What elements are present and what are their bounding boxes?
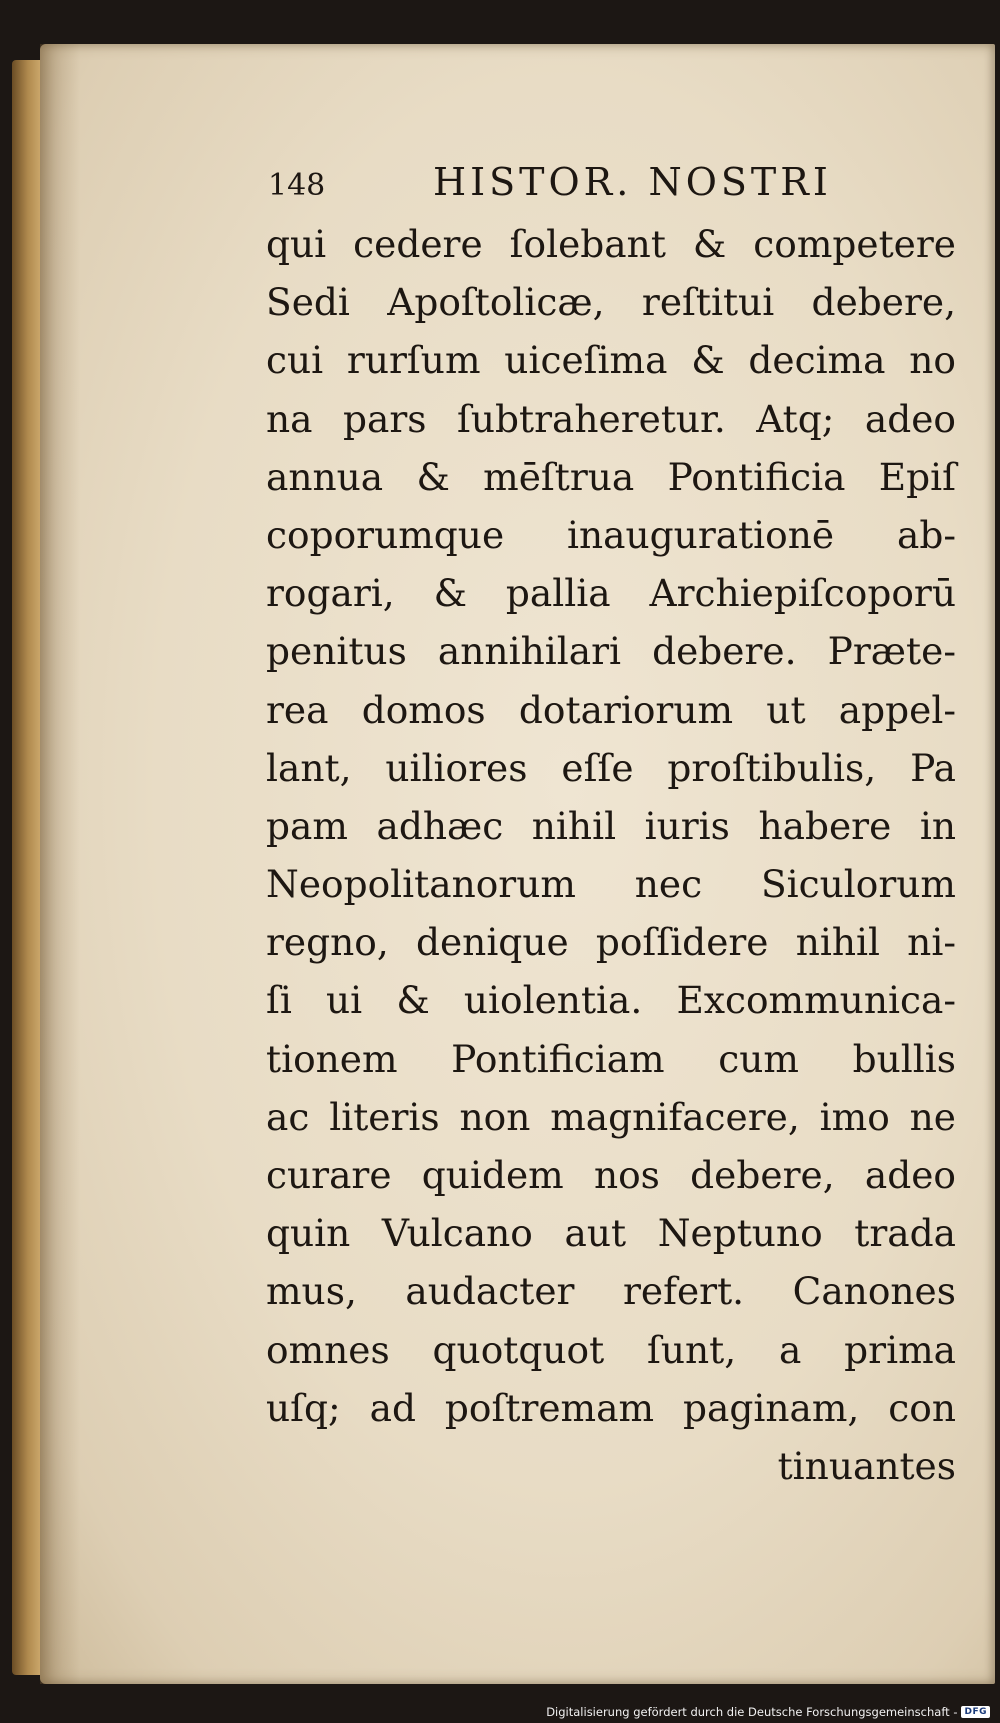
text-line: na pars ſubtraheretur. Atq; adeo bbox=[266, 396, 956, 441]
text-line: Sedi Apoſtolicæ, reſtitui debere, bbox=[266, 280, 956, 325]
page-number: 148 bbox=[268, 168, 326, 203]
text-line: tionem Pontificiam cum bullis bbox=[266, 1036, 956, 1081]
text-line: penitus annihilari debere. Præte- bbox=[266, 629, 956, 674]
gutter-shade bbox=[40, 44, 80, 1684]
credit-text: Digitalisierung gefördert durch die Deutsche Forschungsgemeinschaft - bbox=[546, 1705, 958, 1719]
running-head: HISTOR. NOSTRI bbox=[433, 160, 832, 204]
text-line: cui rurſum uiceſima & decima no bbox=[266, 338, 956, 383]
text-line: annua & mēſtrua Pontificia Epiſ bbox=[266, 454, 956, 499]
text-line: quin Vulcano aut Neptuno trada bbox=[266, 1211, 956, 1256]
text-line: lant, uiliores eſſe proſtibulis, Pa bbox=[266, 745, 956, 790]
text-line: uſq; ad poſtremam paginam, con bbox=[266, 1385, 956, 1430]
text-line: omnes quotquot ſunt, a prima bbox=[266, 1327, 956, 1372]
text-line: rea domos dotariorum ut appel- bbox=[266, 687, 956, 732]
body-text bbox=[266, 215, 956, 1495]
page-header bbox=[268, 160, 948, 210]
catchword: tinuantes bbox=[777, 1443, 956, 1488]
text-line: ac literis non magnifacere, imo ne bbox=[266, 1094, 956, 1139]
text-line: Neopolitanorum nec Siculorum bbox=[266, 862, 956, 907]
digitization-credit bbox=[546, 1705, 990, 1719]
text-line: ſi ui & uiolentia. Excommunica- bbox=[266, 978, 956, 1023]
text-line: rogari, & pallia Archiepiſcoporū bbox=[266, 571, 956, 616]
text-line: curare quidem nos debere, adeo bbox=[266, 1153, 956, 1197]
dfg-logo: DFG bbox=[961, 1706, 990, 1718]
text-line: qui cedere ſolebant & competere bbox=[266, 222, 956, 266]
text-line: mus, audacter refert. Canones bbox=[266, 1269, 956, 1314]
text-line: pam adhæc nihil iuris habere in bbox=[266, 803, 956, 848]
text-line: coporumque inaugurationē ab- bbox=[266, 512, 956, 557]
text-line: regno, denique poſſidere nihil ni- bbox=[266, 920, 956, 965]
